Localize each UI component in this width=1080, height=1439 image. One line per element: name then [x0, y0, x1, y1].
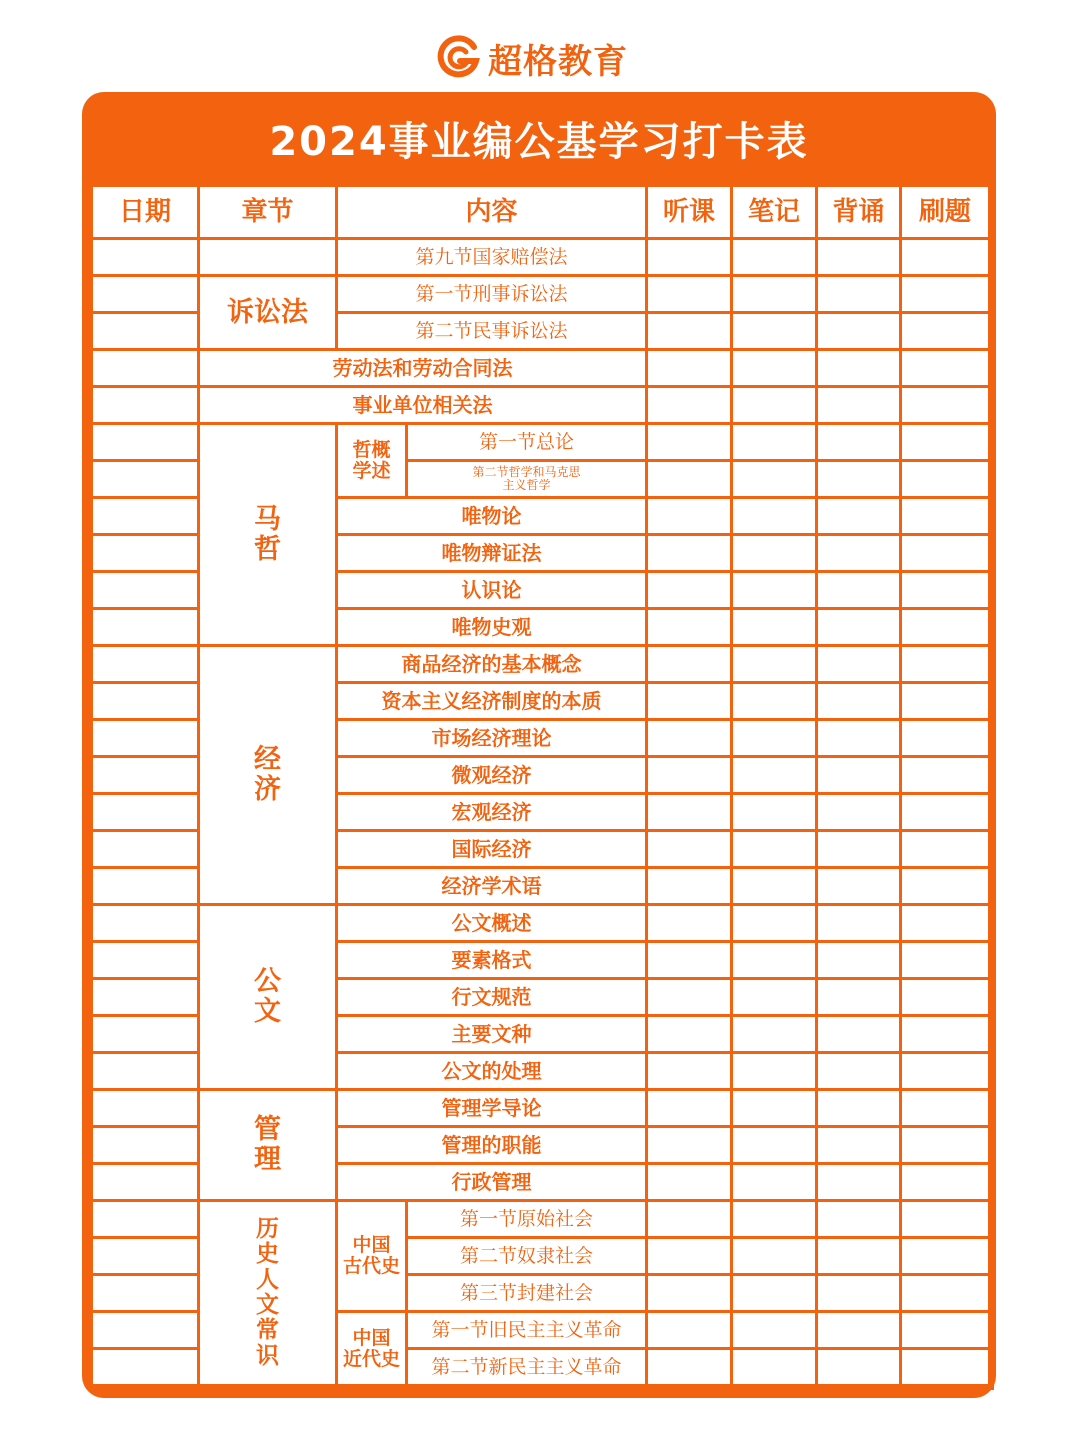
notes-checkbox[interactable] — [732, 1053, 817, 1090]
recite-checkbox[interactable] — [817, 683, 901, 720]
practice-checkbox[interactable] — [901, 1016, 990, 1053]
date-cell[interactable] — [92, 868, 199, 905]
practice-checkbox[interactable] — [901, 313, 990, 350]
practice-checkbox[interactable] — [901, 831, 990, 868]
recite-checkbox[interactable] — [817, 609, 901, 646]
notes-checkbox[interactable] — [732, 609, 817, 646]
date-cell[interactable] — [92, 1201, 199, 1238]
subsection-cell: 哲概 学述 — [337, 424, 407, 498]
header-date: 日期 — [92, 186, 199, 239]
practice-checkbox[interactable] — [901, 1127, 990, 1164]
content-cell: 公文概述 — [337, 905, 647, 942]
date-cell[interactable] — [92, 1312, 199, 1349]
date-cell[interactable] — [92, 1127, 199, 1164]
listen-checkbox[interactable] — [647, 609, 732, 646]
listen-checkbox[interactable] — [647, 1016, 732, 1053]
practice-checkbox[interactable] — [901, 572, 990, 609]
chapter-cell: 诉讼法 — [199, 276, 337, 350]
recite-checkbox[interactable] — [817, 720, 901, 757]
notes-checkbox[interactable] — [732, 1090, 817, 1127]
content-cell: 第二节奴隶社会 — [407, 1238, 647, 1275]
date-cell[interactable] — [92, 609, 199, 646]
header-content: 内容 — [337, 186, 647, 239]
listen-checkbox[interactable] — [647, 720, 732, 757]
notes-checkbox[interactable] — [732, 1349, 817, 1386]
content-cell: 第三节封建社会 — [407, 1275, 647, 1312]
content-cell: 唯物论 — [337, 498, 647, 535]
notes-checkbox[interactable] — [732, 1201, 817, 1238]
content-cell: 公文的处理 — [337, 1053, 647, 1090]
recite-checkbox[interactable] — [817, 831, 901, 868]
practice-checkbox[interactable] — [901, 461, 990, 498]
notes-checkbox[interactable] — [732, 794, 817, 831]
date-cell[interactable] — [92, 720, 199, 757]
practice-checkbox[interactable] — [901, 1312, 990, 1349]
notes-checkbox[interactable] — [732, 350, 817, 387]
date-cell[interactable] — [92, 1016, 199, 1053]
recite-checkbox[interactable] — [817, 646, 901, 683]
recite-checkbox[interactable] — [817, 979, 901, 1016]
notes-checkbox[interactable] — [732, 905, 817, 942]
recite-checkbox[interactable] — [817, 868, 901, 905]
notes-checkbox[interactable] — [732, 868, 817, 905]
date-cell[interactable] — [92, 239, 199, 276]
practice-checkbox[interactable] — [901, 942, 990, 979]
notes-checkbox[interactable] — [732, 1238, 817, 1275]
content-cell: 国际经济 — [337, 831, 647, 868]
recite-checkbox[interactable] — [817, 350, 901, 387]
chapter-cell: 马 哲 — [199, 424, 337, 646]
recite-checkbox[interactable] — [817, 1201, 901, 1238]
recite-checkbox[interactable] — [817, 1090, 901, 1127]
recite-checkbox[interactable] — [817, 461, 901, 498]
notes-checkbox[interactable] — [732, 1016, 817, 1053]
table-row — [92, 387, 990, 424]
notes-checkbox[interactable] — [732, 1312, 817, 1349]
recite-checkbox[interactable] — [817, 905, 901, 942]
listen-checkbox[interactable] — [647, 905, 732, 942]
date-cell[interactable] — [92, 572, 199, 609]
content-cell: 第一节原始社会 — [407, 1201, 647, 1238]
listen-checkbox[interactable] — [647, 942, 732, 979]
notes-checkbox[interactable] — [732, 535, 817, 572]
recite-checkbox[interactable] — [817, 276, 901, 313]
content-cell: 第二节哲学和马克思 主义哲学 — [407, 461, 647, 498]
notes-checkbox[interactable] — [732, 979, 817, 1016]
brand-g-logo-icon — [436, 35, 482, 81]
listen-checkbox[interactable] — [647, 350, 732, 387]
notes-checkbox[interactable] — [732, 387, 817, 424]
recite-checkbox[interactable] — [817, 313, 901, 350]
date-cell[interactable] — [92, 424, 199, 461]
date-cell[interactable] — [92, 498, 199, 535]
chapter-cell: 管 理 — [199, 1090, 337, 1201]
notes-checkbox[interactable] — [732, 1164, 817, 1201]
header-recite: 背诵 — [817, 186, 901, 239]
listen-checkbox[interactable] — [647, 757, 732, 794]
listen-checkbox[interactable] — [647, 1201, 732, 1238]
listen-checkbox[interactable] — [647, 313, 732, 350]
practice-checkbox[interactable] — [901, 498, 990, 535]
practice-checkbox[interactable] — [901, 1053, 990, 1090]
checkin-table — [90, 184, 991, 1387]
recite-checkbox[interactable] — [817, 572, 901, 609]
recite-checkbox[interactable] — [817, 424, 901, 461]
listen-checkbox[interactable] — [647, 1312, 732, 1349]
recite-checkbox[interactable] — [817, 387, 901, 424]
date-cell[interactable] — [92, 1053, 199, 1090]
content-cell: 商品经济的基本概念 — [337, 646, 647, 683]
notes-checkbox[interactable] — [732, 831, 817, 868]
date-cell[interactable] — [92, 905, 199, 942]
practice-checkbox[interactable] — [901, 683, 990, 720]
recite-checkbox[interactable] — [817, 1312, 901, 1349]
content-cell: 行政管理 — [337, 1164, 647, 1201]
listen-checkbox[interactable] — [647, 1275, 732, 1312]
content-cell: 市场经济理论 — [337, 720, 647, 757]
date-cell[interactable] — [92, 794, 199, 831]
practice-checkbox[interactable] — [901, 905, 990, 942]
content-cell: 第一节刑事诉讼法 — [337, 276, 647, 313]
content-cell: 事业单位相关法 — [199, 387, 647, 424]
content-cell: 唯物史观 — [337, 609, 647, 646]
header-notes: 笔记 — [732, 186, 817, 239]
content-cell: 第一节旧民主主义革命 — [407, 1312, 647, 1349]
table-row — [92, 1090, 990, 1127]
date-cell[interactable] — [92, 757, 199, 794]
practice-checkbox[interactable] — [901, 276, 990, 313]
content-cell: 资本主义经济制度的本质 — [337, 683, 647, 720]
practice-checkbox[interactable] — [901, 646, 990, 683]
practice-checkbox[interactable] — [901, 1349, 990, 1386]
recite-checkbox[interactable] — [817, 1053, 901, 1090]
listen-checkbox[interactable] — [647, 276, 732, 313]
brand-name: 超格教育 — [488, 41, 628, 82]
notes-checkbox[interactable] — [732, 424, 817, 461]
notes-checkbox[interactable] — [732, 683, 817, 720]
brand-logo — [436, 34, 628, 82]
listen-checkbox[interactable] — [647, 1127, 732, 1164]
content-cell: 经济学术语 — [337, 868, 647, 905]
recite-checkbox[interactable] — [817, 1127, 901, 1164]
listen-checkbox[interactable] — [647, 424, 732, 461]
practice-checkbox[interactable] — [901, 794, 990, 831]
recite-checkbox[interactable] — [817, 535, 901, 572]
header-row — [92, 186, 990, 239]
date-cell[interactable] — [92, 683, 199, 720]
practice-checkbox[interactable] — [901, 979, 990, 1016]
listen-checkbox[interactable] — [647, 1349, 732, 1386]
recite-checkbox[interactable] — [817, 942, 901, 979]
practice-checkbox[interactable] — [901, 424, 990, 461]
practice-checkbox[interactable] — [901, 387, 990, 424]
table-row — [92, 239, 990, 276]
practice-checkbox[interactable] — [901, 868, 990, 905]
header-practice: 刷题 — [901, 186, 990, 239]
listen-checkbox[interactable] — [647, 1238, 732, 1275]
table-row — [92, 276, 990, 313]
date-cell[interactable] — [92, 1164, 199, 1201]
listen-checkbox[interactable] — [647, 1164, 732, 1201]
chapter-cell: 历 史 人 文 常 识 — [199, 1201, 337, 1386]
content-cell: 主要文种 — [337, 1016, 647, 1053]
page-title: 2024事业编公基学习打卡表 — [269, 118, 809, 165]
date-cell[interactable] — [92, 535, 199, 572]
table-row — [92, 905, 990, 942]
listen-checkbox[interactable] — [647, 572, 732, 609]
notes-checkbox[interactable] — [732, 461, 817, 498]
date-cell[interactable] — [92, 1349, 199, 1386]
recite-checkbox[interactable] — [817, 498, 901, 535]
notes-checkbox[interactable] — [732, 646, 817, 683]
content-cell: 管理学导论 — [337, 1090, 647, 1127]
listen-checkbox[interactable] — [647, 831, 732, 868]
notes-checkbox[interactable] — [732, 572, 817, 609]
listen-checkbox[interactable] — [647, 498, 732, 535]
practice-checkbox[interactable] — [901, 1275, 990, 1312]
listen-checkbox[interactable] — [647, 683, 732, 720]
date-cell[interactable] — [92, 979, 199, 1016]
listen-checkbox[interactable] — [647, 387, 732, 424]
practice-checkbox[interactable] — [901, 609, 990, 646]
chapter-cell-empty — [199, 239, 337, 276]
content-cell: 第一节总论 — [407, 424, 647, 461]
listen-checkbox[interactable] — [647, 1090, 732, 1127]
listen-checkbox[interactable] — [647, 1053, 732, 1090]
content-cell: 第二节新民主主义革命 — [407, 1349, 647, 1386]
content-cell: 第二节民事诉讼法 — [337, 313, 647, 350]
content-cell: 劳动法和劳动合同法 — [199, 350, 647, 387]
practice-checkbox[interactable] — [901, 1090, 990, 1127]
practice-checkbox[interactable] — [901, 1201, 990, 1238]
content-cell: 宏观经济 — [337, 794, 647, 831]
table-row — [92, 424, 990, 461]
notes-checkbox[interactable] — [732, 720, 817, 757]
checkin-card — [82, 92, 996, 1398]
listen-checkbox[interactable] — [647, 979, 732, 1016]
content-cell: 要素格式 — [337, 942, 647, 979]
listen-checkbox[interactable] — [647, 794, 732, 831]
listen-checkbox[interactable] — [647, 868, 732, 905]
notes-checkbox[interactable] — [732, 1275, 817, 1312]
recite-checkbox[interactable] — [817, 1238, 901, 1275]
content-cell: 行文规范 — [337, 979, 647, 1016]
notes-checkbox[interactable] — [732, 498, 817, 535]
recite-checkbox[interactable] — [817, 239, 901, 276]
listen-checkbox[interactable] — [647, 646, 732, 683]
content-cell: 认识论 — [337, 572, 647, 609]
recite-checkbox[interactable] — [817, 1275, 901, 1312]
notes-checkbox[interactable] — [732, 942, 817, 979]
practice-checkbox[interactable] — [901, 239, 990, 276]
practice-checkbox[interactable] — [901, 1238, 990, 1275]
listen-checkbox[interactable] — [647, 461, 732, 498]
recite-checkbox[interactable] — [817, 757, 901, 794]
date-cell[interactable] — [92, 276, 199, 313]
date-cell[interactable] — [92, 831, 199, 868]
content-cell: 微观经济 — [337, 757, 647, 794]
recite-checkbox[interactable] — [817, 1016, 901, 1053]
practice-checkbox[interactable] — [901, 535, 990, 572]
practice-checkbox[interactable] — [901, 350, 990, 387]
notes-checkbox[interactable] — [732, 313, 817, 350]
notes-checkbox[interactable] — [732, 276, 817, 313]
content-cell: 唯物辩证法 — [337, 535, 647, 572]
date-cell[interactable] — [92, 461, 199, 498]
date-cell[interactable] — [92, 942, 199, 979]
notes-checkbox[interactable] — [732, 1127, 817, 1164]
table-row — [92, 1201, 990, 1238]
subsection-cell: 中国 古代史 — [337, 1201, 407, 1312]
subsection-cell: 中国 近代史 — [337, 1312, 407, 1386]
practice-checkbox[interactable] — [901, 720, 990, 757]
table-row — [92, 350, 990, 387]
table-row — [92, 646, 990, 683]
date-cell[interactable] — [92, 1275, 199, 1312]
listen-checkbox[interactable] — [647, 239, 732, 276]
date-cell[interactable] — [92, 646, 199, 683]
listen-checkbox[interactable] — [647, 535, 732, 572]
header-chapter: 章节 — [199, 186, 337, 239]
date-cell[interactable] — [92, 1090, 199, 1127]
notes-checkbox[interactable] — [732, 757, 817, 794]
header-listen: 听课 — [647, 186, 732, 239]
chapter-cell: 经 济 — [199, 646, 337, 905]
date-cell[interactable] — [92, 1238, 199, 1275]
notes-checkbox[interactable] — [732, 239, 817, 276]
date-cell[interactable] — [92, 313, 199, 350]
content-cell: 管理的职能 — [337, 1127, 647, 1164]
content-cell: 第九节国家赔偿法 — [337, 239, 647, 276]
chapter-cell: 公 文 — [199, 905, 337, 1090]
practice-checkbox[interactable] — [901, 757, 990, 794]
practice-checkbox[interactable] — [901, 1164, 990, 1201]
date-cell[interactable] — [92, 350, 199, 387]
recite-checkbox[interactable] — [817, 1349, 901, 1386]
recite-checkbox[interactable] — [817, 794, 901, 831]
recite-checkbox[interactable] — [817, 1164, 901, 1201]
date-cell[interactable] — [92, 387, 199, 424]
